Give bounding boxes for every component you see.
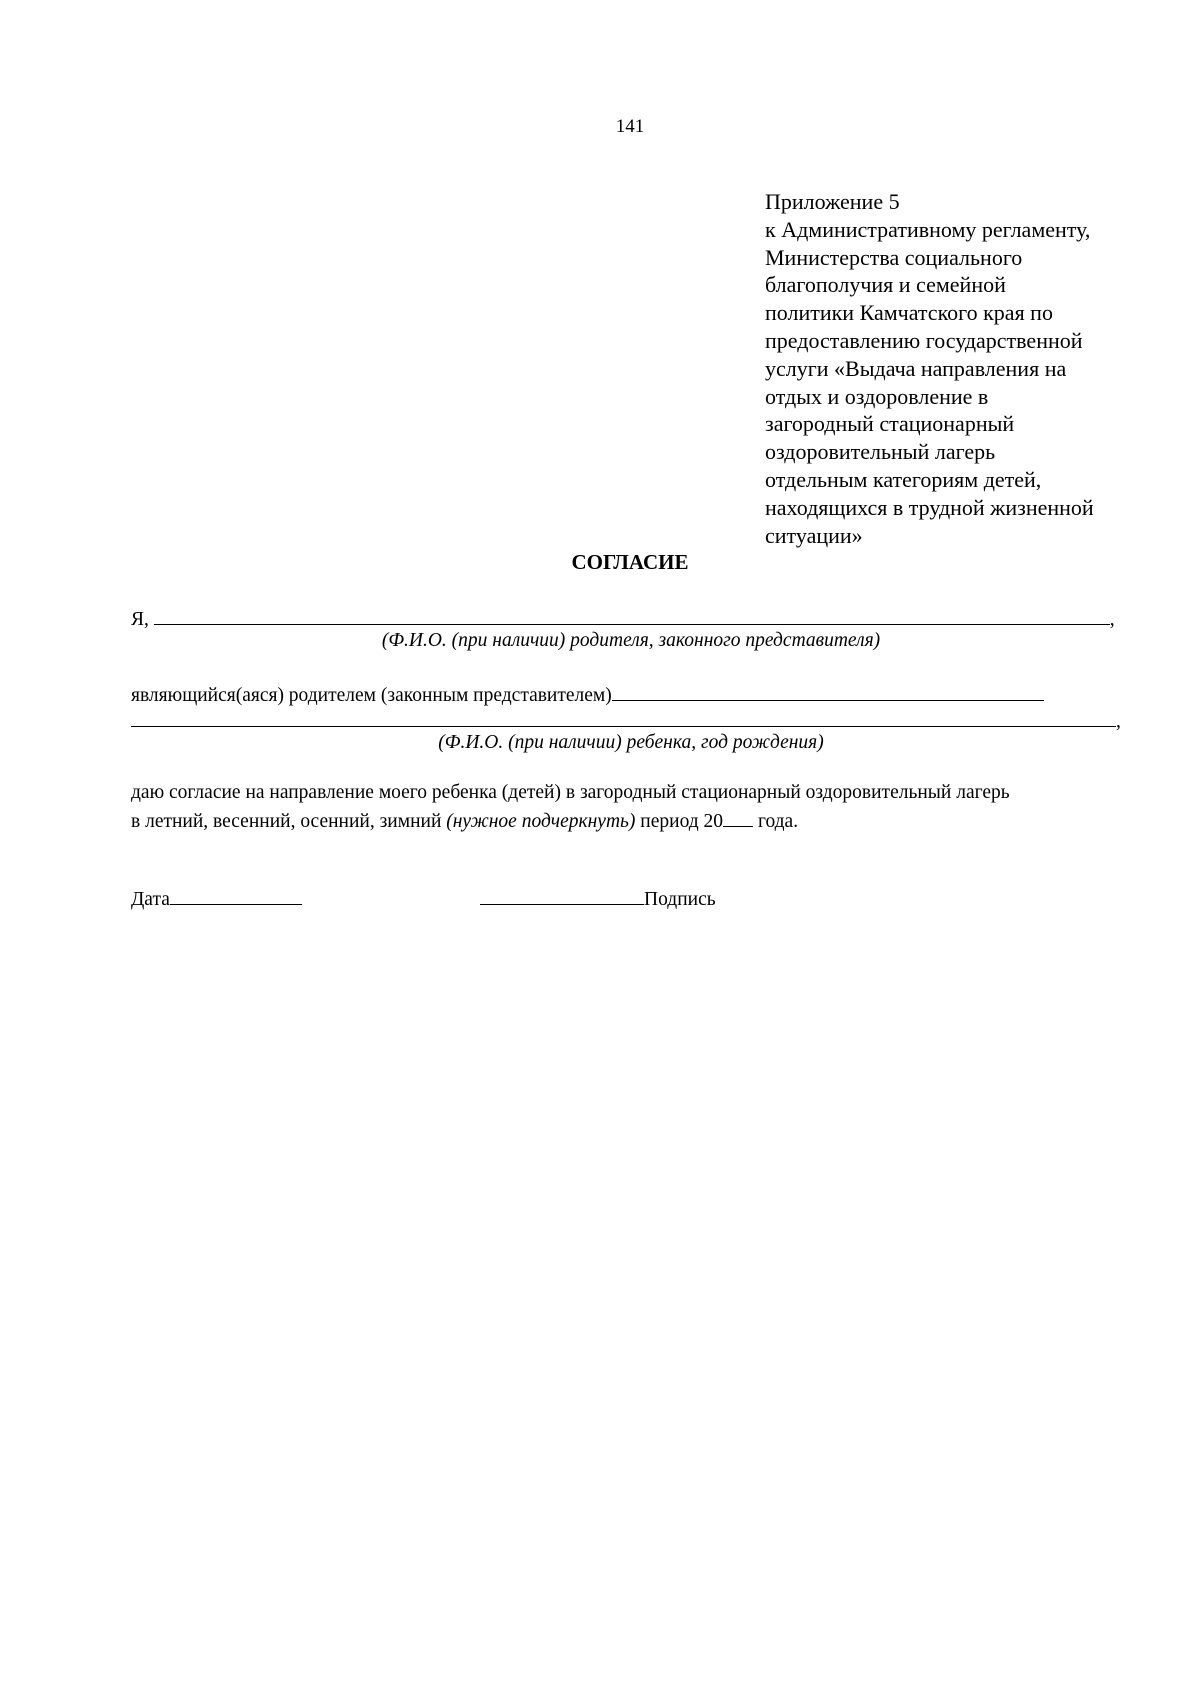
child-relation-row <box>131 680 1131 707</box>
consent-text <box>131 779 1141 835</box>
consent-line-2-start: в летний, весенний, осенний, зимний <box>131 811 447 832</box>
child-name-row <box>131 706 1131 733</box>
parent-name-field[interactable] <box>154 604 1110 625</box>
year-field[interactable] <box>723 806 753 827</box>
parent-prefix: Я, <box>131 609 149 630</box>
signature-field[interactable] <box>480 884 644 905</box>
date-row <box>131 884 302 911</box>
appendix-line: Приложение 5 <box>765 189 900 214</box>
appendix-line: услуги «Выдача направления на <box>765 355 1067 381</box>
child-name-caption: (Ф.И.О. (при наличии) ребенка, год рождения) <box>438 732 824 753</box>
page-number: 141 <box>615 116 645 137</box>
appendix-line: отдых и оздоровление в <box>765 383 989 409</box>
parent-name-row <box>131 604 1131 631</box>
consent-line-2-end: года. <box>753 811 799 832</box>
child-prefix: являющийся(аяся) родителем (законным представителем) <box>131 685 612 706</box>
appendix-line: ситуации» <box>765 522 863 548</box>
child-name-field-second[interactable] <box>131 706 1116 727</box>
appendix-line: отдельным категориям детей, <box>765 466 1042 492</box>
appendix-line: загородный стационарный <box>765 411 1015 437</box>
date-field[interactable] <box>170 884 302 905</box>
signature-label: Подпись <box>644 889 716 910</box>
appendix-block <box>765 188 1165 549</box>
appendix-line: Министерства социального <box>765 244 1023 270</box>
appendix-line: предоставлению государственной <box>765 327 1083 353</box>
parent-suffix: , <box>1109 609 1115 630</box>
consent-line-2-mid: период 20 <box>635 811 724 832</box>
consent-line-2-italic: (нужное подчеркнуть) <box>446 811 636 832</box>
consent-line-2 <box>131 806 1141 835</box>
appendix-line: оздоровительный лагерь <box>765 439 996 465</box>
appendix-line: благополучия и семейной <box>765 272 1006 298</box>
signature-row <box>480 884 716 911</box>
document-title: СОГЛАСИЕ <box>571 550 689 574</box>
child-name-field-first[interactable] <box>612 680 1044 701</box>
appendix-line: к Административному регламенту, <box>765 216 1091 242</box>
parent-name-caption: (Ф.И.О. (при наличии) родителя, законного представителя) <box>381 630 881 651</box>
appendix-line: политики Камчатского края по <box>765 300 1053 326</box>
appendix-line: находящихся в трудной жизненной <box>765 494 1094 520</box>
date-label: Дата <box>131 889 170 910</box>
consent-line-1: даю согласие на направление моего ребенка (детей) в загородный стационарный оздоровительный лагерь <box>131 782 1010 803</box>
child-suffix: , <box>1116 711 1121 732</box>
